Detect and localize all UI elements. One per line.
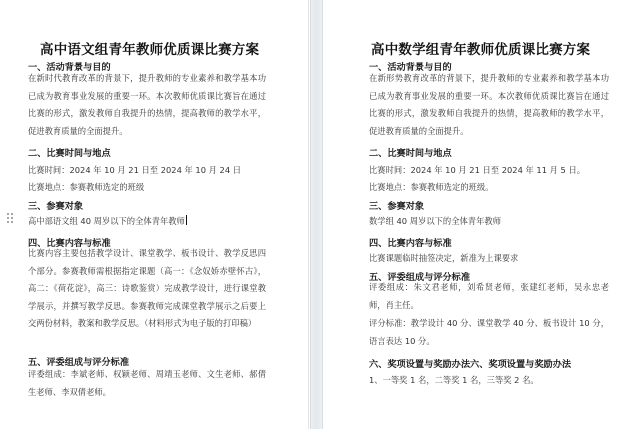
drag-handle-icon[interactable] bbox=[7, 213, 13, 223]
right-heading-time-place: 二、比赛时间与地点 bbox=[369, 148, 452, 159]
right-document-page[interactable] bbox=[323, 0, 640, 429]
left-document-page[interactable] bbox=[0, 0, 309, 429]
right-heading-judges: 五、评委组成与评分标准 bbox=[369, 272, 471, 283]
right-heading-awards: 六、奖项设置与奖励办法六、奖项设置与奖励办法 bbox=[369, 359, 572, 370]
text-cursor bbox=[186, 215, 187, 225]
right-heading-participants: 三、参赛对象 bbox=[369, 201, 425, 212]
left-heading-time-place: 二、比赛时间与地点 bbox=[28, 148, 111, 159]
left-paragraph-content: 比赛内容主要包括教学设计、课堂教学、板书设计、教学反思四个部分。参赛教师需根据指定课题（高一：《念奴娇赤壁怀古》，高二：《荷花淀》，高三：诗歌鉴赏）完成教学设计，进行课堂教学展示，并撰写教学反思。参赛教师完成课堂教学展示之后要上交两份材料，教案和教学反思。（材料形式为电子版的打印稿） bbox=[28, 248, 266, 329]
left-participants[interactable] bbox=[28, 215, 187, 227]
left-contest-time: 比赛时间：2024 年 10 月 21 日至 2024 年 10 月 24 日 bbox=[28, 165, 242, 175]
right-contest-time: 比赛时间：2024 年 10 月 21 日至 2024 年 11 月 5 日。 bbox=[369, 165, 586, 175]
left-doc-title: 高中语文组青年教师优质课比赛方案 bbox=[40, 42, 260, 58]
right-content-standards: 比赛课题临时抽签决定，新准为上课要求 bbox=[369, 253, 519, 263]
left-heading-participants: 三、参赛对象 bbox=[28, 201, 84, 212]
left-heading-background: 一、活动背景与目的 bbox=[28, 62, 111, 73]
right-heading-background: 一、活动背景与目的 bbox=[369, 62, 452, 73]
right-awards: 1、一等奖 1 名，二等奖 1 名，三等奖 2 名。 bbox=[369, 375, 539, 385]
right-participants: 数学组 40 周岁以下的全体青年教师 bbox=[369, 216, 501, 226]
right-heading-content-standards: 四、比赛内容与标准 bbox=[369, 238, 452, 249]
right-contest-place: 比赛地点：参赛教师选定的班级。 bbox=[369, 182, 494, 192]
left-heading-content-standards: 四、比赛内容与标准 bbox=[28, 238, 111, 249]
right-paragraph-judges: 评委组成：朱文君老师，刘希贤老师，张建红老师，吴永忠老师，肖主任。 bbox=[369, 282, 609, 310]
right-paragraph-background: 在新形势教育改革的背景下，提升教师的专业素养和教学基本功已成为教育事业发展的重要一环。本次教师优质课比赛旨在通过比赛的形式，激发教师自我提升的热情，提高教师的教学水平，促进教育质量的全面提升。 bbox=[369, 73, 609, 136]
left-paragraph-judges: 评委组成：李斌老师、权颖老师、周靖玉老师、文生老师、郝倩生老师、李双倩老师。 bbox=[28, 369, 266, 397]
right-paragraph-scoring: 评分标准：教学设计 40 分、课堂教学 40 分、板书设计 10 分，语言表达 10 分。 bbox=[369, 318, 609, 346]
left-contest-place: 比赛地点：参赛教师选定的班级 bbox=[28, 182, 145, 192]
split-view-divider[interactable] bbox=[310, 0, 323, 429]
left-page-edge bbox=[308, 0, 309, 429]
left-participants-text: 高中部语文组 40 周岁以下的全体青年教师 bbox=[28, 216, 185, 226]
left-paragraph-background: 在新时代教育改革的背景下，提升教师的专业素养和教学基本功已成为教育事业发展的重要一环。本次教师优质课比赛旨在通过比赛的形式，激发教师自我提升的热情，提高教师的教学水平，促进教育质量的全面提升。 bbox=[28, 73, 266, 136]
right-doc-title: 高中数学组青年教师优质课比赛方案 bbox=[371, 42, 591, 58]
left-heading-judges: 五、评委组成与评分标准 bbox=[28, 357, 130, 368]
